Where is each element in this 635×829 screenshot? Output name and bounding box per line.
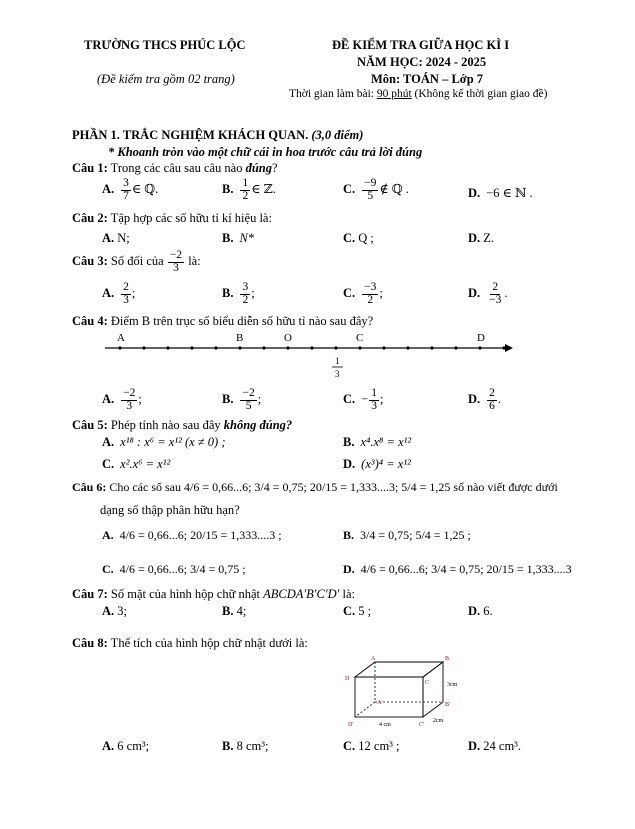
q1-option-a[interactable]: A. $\frac{3}{7}$ ∈ ℚ. <box>102 177 159 202</box>
question-6-line2: dạng số thập phân hữu hạn? <box>100 503 240 517</box>
q5-option-d[interactable]: D. (x³)⁴ = x¹² <box>343 457 411 471</box>
box-top-face <box>355 662 443 677</box>
number-line-tick <box>238 346 241 349</box>
part1-instruction: * Khoanh tròn vào một chữ cái in hoa trước câu trả lời đúng <box>108 145 423 159</box>
q7-option-c[interactable]: C. 5 ; <box>343 604 372 618</box>
q3-option-b[interactable]: B. $\frac{3}{2}$ ; <box>222 281 255 306</box>
number-line-tick <box>286 346 289 349</box>
question-7: Câu 7: Số mặt của hình hộp chữ nhật ABCDA′B′C′D′ là: <box>72 587 355 601</box>
q1-option-d[interactable]: D. −6 ∈ ℕ . <box>468 186 533 200</box>
number-line-tick <box>382 346 385 349</box>
vertex-c: C <box>425 680 430 686</box>
q6-option-a[interactable]: A. 4/6 = 0,66...6; 20/15 = 1,333....3 ; <box>102 528 282 542</box>
box-right-face <box>423 662 443 717</box>
q7-option-b[interactable]: B. 4; <box>222 604 247 618</box>
q5-option-c[interactable]: C. x².x⁶ = x¹² <box>102 457 171 471</box>
school-year: NĂM HỌC: 2024 - 2025 <box>357 55 487 69</box>
dim-depth: 2cm <box>433 718 444 724</box>
question-5: Câu 5: Phép tính nào sau đây không đúng? <box>72 418 293 432</box>
q1-option-b[interactable]: B. $\frac{1}{2}$ ∈ ℤ. <box>222 177 276 202</box>
number-line-tick <box>430 346 433 349</box>
box-figure <box>335 652 470 732</box>
axis-label-a: A <box>117 332 125 344</box>
vertex-b: B <box>445 656 450 662</box>
q3-option-c[interactable]: C. $\frac{-3}{2}$ ; <box>343 281 383 306</box>
q2-option-c[interactable]: C. Q ; <box>343 231 374 245</box>
number-line-tick <box>214 346 217 349</box>
number-line-tick <box>190 346 193 349</box>
q2-option-b[interactable]: B. N* <box>222 231 255 245</box>
q7-option-d[interactable]: D. 6. <box>468 604 493 618</box>
vertex-a-prime: A' <box>377 700 383 706</box>
number-line-tick <box>142 346 145 349</box>
q4-option-c[interactable]: C. − $\frac{1}{3}$ ; <box>343 387 384 412</box>
q7-option-a[interactable]: A. 3; <box>102 604 128 618</box>
q5-option-a[interactable]: A. x¹⁸ : x⁶ = x¹² (x ≠ 0) ; <box>102 435 226 449</box>
question-1: Câu 1: Trong các câu sau câu nào đúng? <box>72 161 278 175</box>
q8-option-c[interactable]: C. 12 cm³ ; <box>343 739 400 753</box>
q2-option-a[interactable]: A. N; <box>102 231 130 245</box>
vertex-d: D <box>345 676 350 682</box>
question-8: Câu 8: Thể tích của hình hộp chữ nhật dưới là: <box>72 636 308 650</box>
number-line-arrow <box>505 344 513 352</box>
dim-height: 3cm <box>447 682 458 688</box>
exam-title: ĐỀ KIỂM TRA GIỮA HỌC KÌ I <box>332 38 510 52</box>
q3-option-d[interactable]: D. $\frac{2}{-3}$ . <box>468 281 508 306</box>
q6-option-d[interactable]: D. 4/6 = 0,66...6; 3/4 = 0,75; 20/15 = 1,333....3 <box>343 562 572 576</box>
vertex-a: A <box>371 656 376 662</box>
q1-option-c[interactable]: C. $\frac{-9}{5}$ ∉ ℚ . <box>343 177 409 202</box>
q4-option-d[interactable]: D. $\frac{2}{6}$ . <box>468 387 502 412</box>
axis-frac-den: 3 <box>335 369 340 379</box>
time-line: Thời gian làm bài: 90 phút (Không kể thời gian giao đề) <box>289 88 548 100</box>
number-line-tick <box>166 346 169 349</box>
number-line-tick <box>310 346 313 349</box>
vertex-d-prime: D' <box>348 722 354 728</box>
subject-line: Môn: TOÁN – Lớp 7 <box>371 72 484 86</box>
number-line-tick <box>334 346 337 349</box>
number-line-tick <box>502 346 505 349</box>
number-line <box>100 328 515 380</box>
vertex-c-prime: C' <box>419 722 425 728</box>
q4-option-b[interactable]: B. $\frac{-2}{5}$ ; <box>222 387 262 412</box>
vertex-b-prime: B' <box>445 702 451 708</box>
q8-option-a[interactable]: A. 6 cm³; <box>102 739 150 753</box>
part1-title: PHẦN 1. TRẮC NGHIỆM KHÁCH QUAN. (3,0 điểm) <box>72 128 364 142</box>
q3-option-a[interactable]: A. $\frac{2}{3}$ ; <box>102 281 136 306</box>
number-line-tick <box>118 346 121 349</box>
number-line-tick <box>262 346 265 349</box>
q4-option-a[interactable]: A. $\frac{-2}{3}$ ; <box>102 387 142 412</box>
q6-option-c[interactable]: C. 4/6 = 0,66...6; 3/4 = 0,75 ; <box>102 562 246 576</box>
pages-note: (Đề kiểm tra gồm 02 trang) <box>97 72 235 86</box>
q2-option-d[interactable]: D. Z. <box>468 231 495 245</box>
school-name: TRƯỜNG THCS PHÚC LỘC <box>84 38 246 52</box>
q6-option-b[interactable]: B. 3/4 = 0,75; 5/4 = 1,25 ; <box>343 528 471 542</box>
number-line-tick <box>358 346 361 349</box>
axis-label-d: D <box>477 332 485 344</box>
box-hidden-depth <box>355 702 375 717</box>
number-line-tick <box>406 346 409 349</box>
question-4: Câu 4: Điểm B trên trục số biểu diễn số hữu tỉ nào sau đây? <box>72 314 374 328</box>
axis-label-o: O <box>284 332 292 344</box>
axis-label-b: B <box>236 332 244 344</box>
axis-label-c: C <box>356 332 364 344</box>
box-front-face <box>355 677 423 717</box>
dim-width: 4 cm <box>379 722 391 728</box>
q5-option-b[interactable]: B. x⁴.x⁸ = x¹² <box>343 435 412 449</box>
question-6: Câu 6: Cho các số sau 4/6 = 0,66...6; 3/4 = 0,75; 20/15 = 1,333....3; 5/4 = 1,25 số nào viết được dưới <box>72 480 558 494</box>
question-2: Câu 2: Tập hợp các số hữu tỉ kí hiệu là: <box>72 211 272 225</box>
number-line-tick <box>454 346 457 349</box>
q8-option-d[interactable]: D. 24 cm³. <box>468 739 522 753</box>
q8-option-b[interactable]: B. 8 cm³; <box>222 739 269 753</box>
number-line-tick <box>478 346 481 349</box>
question-3: Câu 3: Số đối của $\frac{-2}{3}$ là: <box>72 249 201 274</box>
axis-frac-num: 1 <box>335 356 340 366</box>
